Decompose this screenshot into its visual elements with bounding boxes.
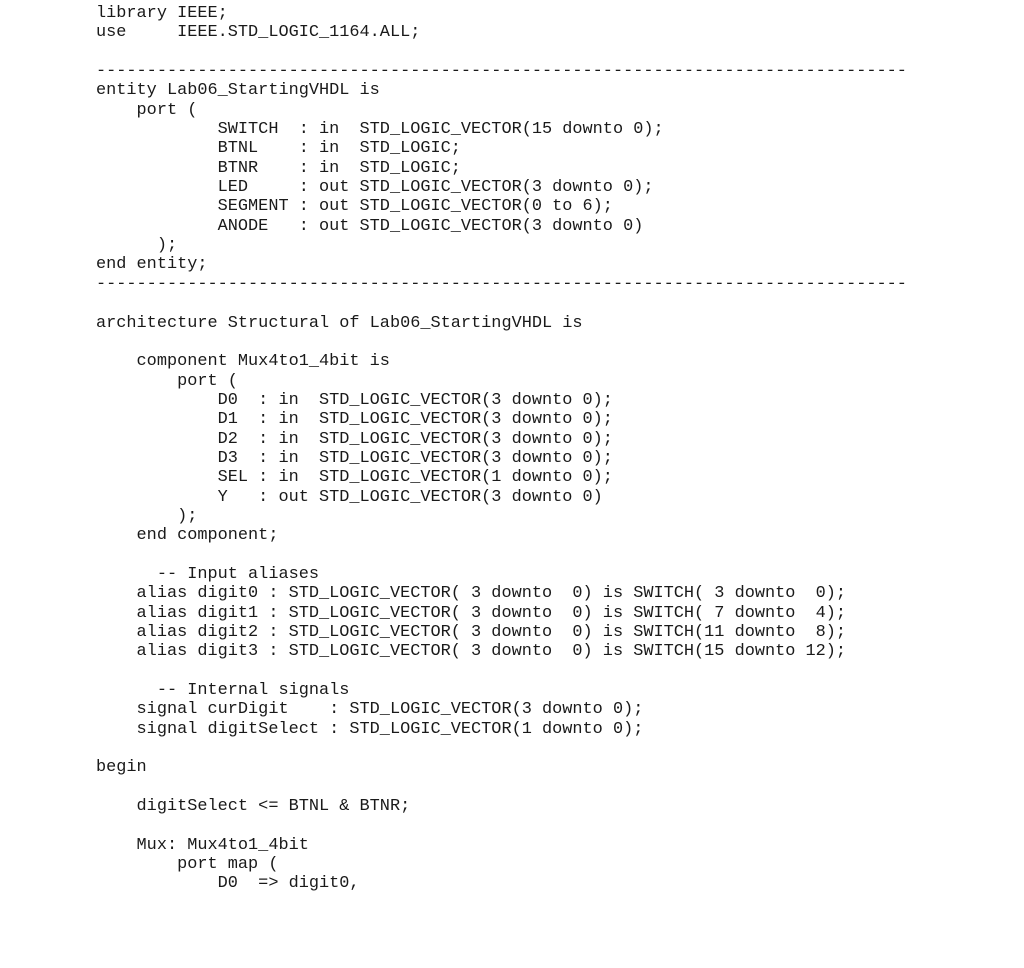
code-line: D1 : in STD_LOGIC_VECTOR(3 downto 0);: [96, 410, 613, 430]
code-line: [96, 546, 907, 565]
code-line: D3 : in STD_LOGIC_VECTOR(3 downto 0);: [96, 448, 613, 468]
code-line: D0 => digit0,: [96, 874, 360, 894]
code-line: use IEEE.STD_LOGIC_1164.ALL;: [96, 23, 421, 43]
code-line: port (: [96, 371, 238, 391]
code-line: LED : out STD_LOGIC_VECTOR(3 downto 0);: [96, 178, 654, 198]
vhdl-code-listing: [96, 4, 907, 894]
code-line: );: [96, 236, 178, 256]
code-line: [96, 778, 907, 797]
code-line: [96, 43, 907, 62]
code-line: SEL : in STD_LOGIC_VECTOR(1 downto 0);: [96, 468, 613, 488]
code-line: alias digit1 : STD_LOGIC_VECTOR( 3 downto 0) is SWITCH( 7 downto 4);: [96, 603, 847, 623]
code-comment: -- Input aliases: [96, 564, 319, 584]
code-line: D0 : in STD_LOGIC_VECTOR(3 downto 0);: [96, 390, 613, 410]
code-line: ANODE : out STD_LOGIC_VECTOR(3 downto 0): [96, 216, 644, 236]
code-line: begin: [96, 758, 147, 778]
code-line: signal digitSelect : STD_LOGIC_VECTOR(1 downto 0);: [96, 719, 644, 739]
code-line: port (: [96, 100, 198, 120]
separator-line: --------------------------------------------------------------------------------: [96, 62, 907, 82]
code-line: Y : out STD_LOGIC_VECTOR(3 downto 0): [96, 487, 603, 507]
code-line: port map (: [96, 855, 279, 875]
code-line: [96, 333, 907, 352]
code-line: [96, 739, 907, 758]
separator-line: --------------------------------------------------------------------------------: [96, 274, 907, 294]
code-line: D2 : in STD_LOGIC_VECTOR(3 downto 0);: [96, 429, 613, 449]
code-line: BTNL : in STD_LOGIC;: [96, 139, 461, 159]
code-line: SWITCH : in STD_LOGIC_VECTOR(15 downto 0);: [96, 120, 664, 140]
code-comment: -- Internal signals: [96, 681, 350, 701]
code-line: entity Lab06_StartingVHDL is: [96, 81, 380, 101]
code-line: BTNR : in STD_LOGIC;: [96, 158, 461, 178]
code-line: [96, 662, 907, 681]
code-line: [96, 816, 907, 835]
code-line: );: [96, 506, 198, 526]
code-line: alias digit3 : STD_LOGIC_VECTOR( 3 downto 0) is SWITCH(15 downto 12);: [96, 642, 847, 662]
code-line: alias digit2 : STD_LOGIC_VECTOR( 3 downto 0) is SWITCH(11 downto 8);: [96, 623, 847, 642]
code-line: alias digit0 : STD_LOGIC_VECTOR( 3 downto 0) is SWITCH( 3 downto 0);: [96, 584, 847, 604]
code-line: architecture Structural of Lab06_StartingVHDL is: [96, 313, 583, 333]
code-line: component Mux4to1_4bit is: [96, 352, 390, 372]
code-line: [96, 294, 907, 313]
code-line: SEGMENT : out STD_LOGIC_VECTOR(0 to 6);: [96, 197, 613, 217]
code-line: end component;: [96, 526, 279, 546]
code-line: digitSelect <= BTNL & BTNR;: [96, 797, 411, 817]
code-line: library IEEE;: [96, 4, 228, 23]
code-line: end entity;: [96, 255, 208, 275]
code-line: signal curDigit : STD_LOGIC_VECTOR(3 downto 0);: [96, 700, 644, 720]
code-line: Mux: Mux4to1_4bit: [96, 835, 309, 855]
